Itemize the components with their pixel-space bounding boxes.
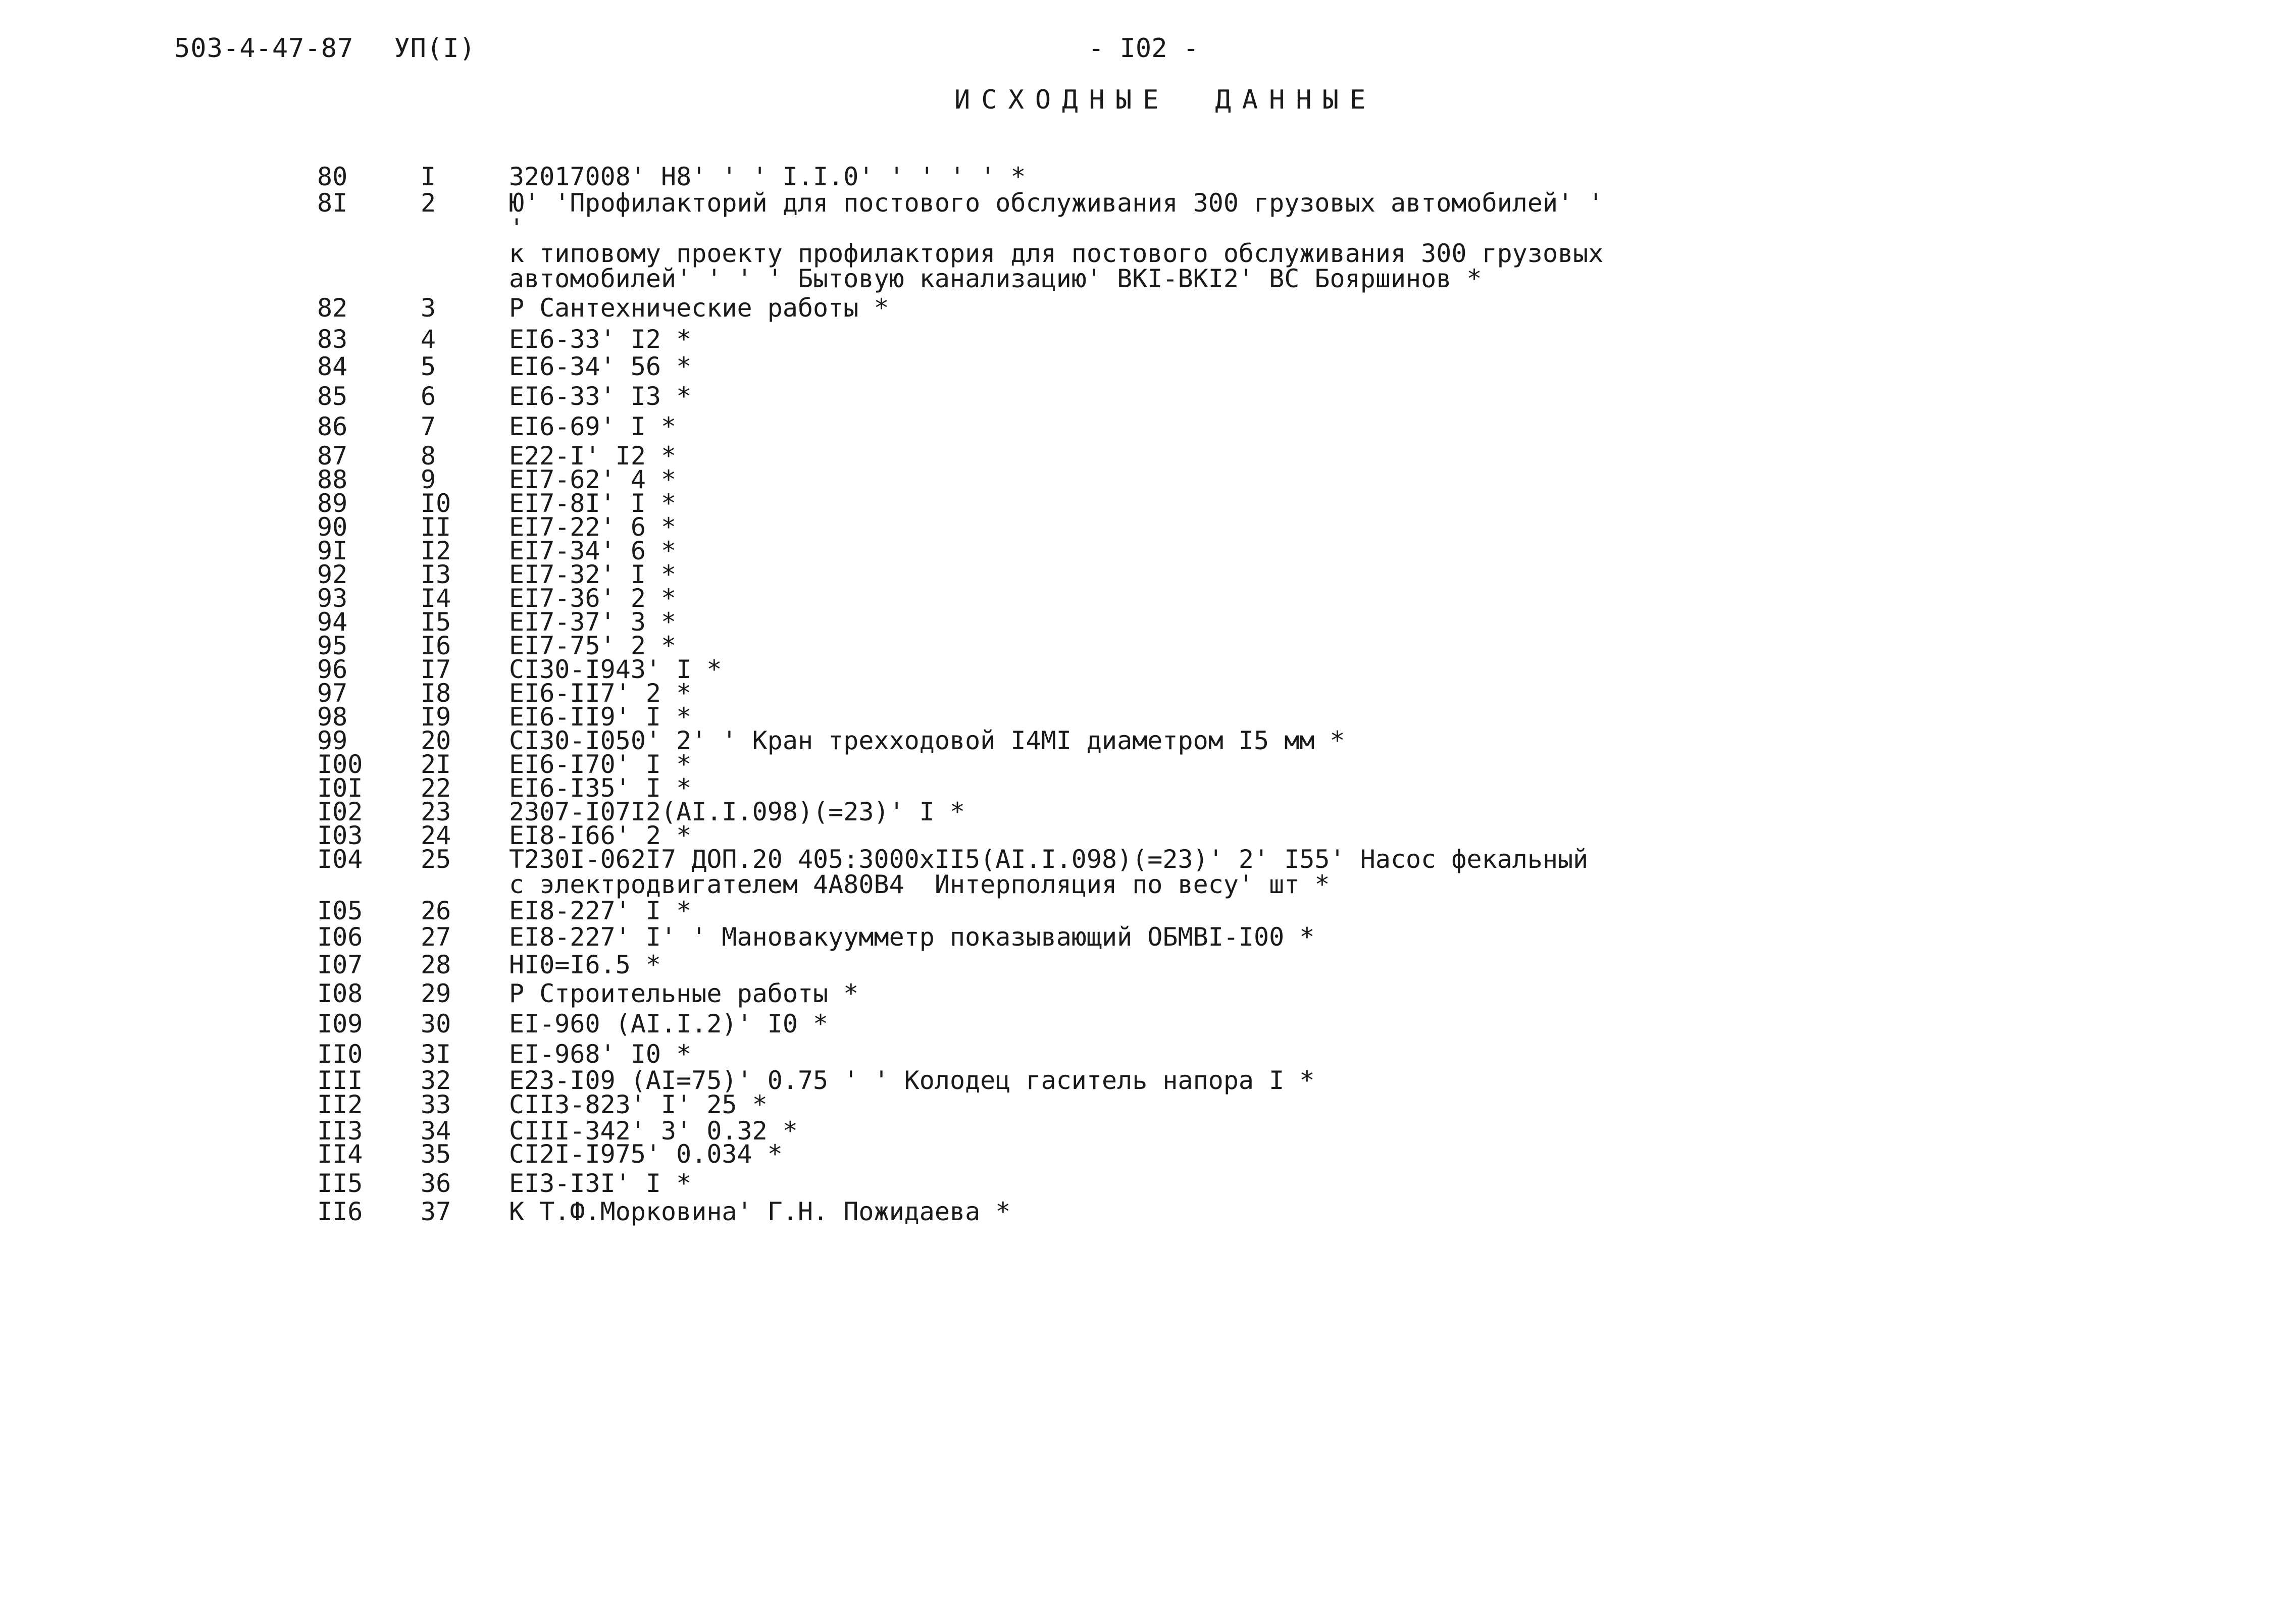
record-text: СI30-I943' I * [509,655,722,684]
record-index: 37 [421,1197,451,1226]
record-index: 6 [421,382,436,411]
record-number: I07 [317,950,363,979]
record-text: ЕI6-II9' I * [509,702,692,732]
record-index: 34 [421,1116,451,1146]
document-code-number: 503-4-47-87 [174,33,354,64]
record-index: 23 [421,797,451,826]
record-text: ЕI-960 (АI.I.2)' I0 * [509,1009,829,1038]
list-item [0,414,2296,439]
record-index: 25 [421,845,451,874]
record-number: 87 [317,441,348,471]
record-text: ЕI6-33' I3 * [509,382,692,411]
record-text: ЕI6-I70' I * [509,750,692,779]
record-text: ЕI7-37' 3 * [509,607,677,637]
list-item [0,295,2296,321]
record-index: 4 [421,325,436,354]
record-number: I05 [317,896,363,925]
record-index: 26 [421,896,451,925]
record-index: I4 [421,584,451,613]
record-number: 80 [317,162,348,191]
record-number: 86 [317,412,348,441]
record-index: I8 [421,679,451,708]
record-text: ЕI6-34' 56 * [509,352,692,381]
data-record-list [0,164,2296,1224]
record-index: 33 [421,1090,451,1119]
record-text: СIII-342' 3' 0.32 * [509,1116,798,1146]
record-text: ЕI8-227' I * [509,896,692,925]
list-item [0,190,2296,291]
list-item [0,1068,2296,1093]
record-text: ЕI6-I35' I * [509,773,692,803]
record-text: СII3-823' I' 25 * [509,1090,768,1119]
record-index: 30 [421,1009,451,1038]
record-index: 3 [421,293,436,323]
record-text: ЕI7-34' 6 * [509,536,677,565]
record-index: 7 [421,412,436,441]
record-index: 32 [421,1066,451,1095]
record-text: НI0=I6.5 * [509,950,661,979]
record-number: 85 [317,382,348,411]
record-text: ЕI7-8I' I * [509,489,677,518]
record-text: ЕI7-32' I * [509,560,677,589]
list-item [0,1141,2296,1167]
record-index: 9 [421,465,436,494]
record-index: I6 [421,631,451,660]
record-text: ЕI-968' I0 * [509,1040,692,1069]
record-text: ЕI7-22' 6 * [509,512,677,542]
record-number: 90 [317,512,348,542]
record-text: Е23-I09 (АI=75)' 0.75 ' ' Колодец гаситель напора I * [509,1066,1315,1095]
list-item [0,1011,2296,1036]
record-text: Т230I-062I7 ДОП.20 405:3000хII5(АI.I.098)(=23)' 2' I55' Насос фекальный с электродвигателем 4А80В4 Интерполяция по весу' шт * [509,845,1589,899]
record-text: Е22-I' I2 * [509,441,677,471]
record-number: I08 [317,979,363,1008]
record-number: 96 [317,655,348,684]
record-number: II0 [317,1040,363,1069]
record-number: 97 [317,679,348,708]
record-index: I9 [421,702,451,732]
record-index: 22 [421,773,451,803]
list-item [0,1199,2296,1224]
record-index: 2 [421,188,436,218]
list-item [0,327,2296,352]
page-title-word-2: ДАННЫЕ [1215,85,1377,115]
record-index: I7 [421,655,451,684]
record-text: ЕI8-I66' 2 * [509,821,692,850]
record-number: 9I [317,536,348,565]
record-index: 5 [421,352,436,381]
record-index: II [421,512,451,542]
record-number: I02 [317,797,363,826]
page-number: - I02 - [1088,33,1199,64]
list-item [0,981,2296,1006]
record-index: 35 [421,1139,451,1169]
record-text: 2307-I07I2(АI.I.098)(=23)' I * [509,797,965,826]
record-text: К Т.Ф.Морковина' Г.Н. Пожидаева * [509,1197,1011,1226]
record-number: I00 [317,750,363,779]
record-number: II3 [317,1116,363,1146]
record-number: 92 [317,560,348,589]
record-index: 24 [421,821,451,850]
record-text: СI30-I050' 2' ' Кран трехходовой I4МI диаметром I5 мм * [509,726,1345,755]
record-number: II6 [317,1197,363,1226]
record-number: 83 [317,325,348,354]
record-text: Р Сантехнические работы * [509,293,889,323]
record-text: 32017008' Н8' ' ' I.I.0' ' ' ' ' * [509,162,1026,191]
record-index: I3 [421,560,451,589]
list-item [0,1092,2296,1117]
record-number: 98 [317,702,348,732]
record-number: 82 [317,293,348,323]
record-text: Ю' 'Профилакторий для постового обслуживания 300 грузовых автомобилей' ' ' к типовому проекту профилактория для постового обслуживания 300 грузовых автомобилей' ' ' ' Бытовую канализацию' ВКI-ВКI2' ВС Бояршинов * [509,188,1604,293]
record-index: 3I [421,1040,451,1069]
record-index: 28 [421,950,451,979]
record-index: I [421,162,436,191]
record-text: ЕI6-33' I2 * [509,325,692,354]
record-number: II4 [317,1139,363,1169]
record-index: I2 [421,536,451,565]
record-number: I04 [317,845,363,874]
record-number: I03 [317,821,363,850]
record-text: ЕI7-62' 4 * [509,465,677,494]
record-number: I06 [317,922,363,952]
record-index: 27 [421,922,451,952]
list-item [0,924,2296,950]
document-code [174,33,476,64]
record-number: I0I [317,773,363,803]
record-index: 2I [421,750,451,779]
list-item [0,384,2296,409]
record-text: ЕI7-36' 2 * [509,584,677,613]
record-number: I09 [317,1009,363,1038]
record-number: 93 [317,584,348,613]
record-index: 36 [421,1169,451,1198]
record-index: 8 [421,441,436,471]
record-text: СI2I-I975' 0.034 * [509,1139,783,1169]
record-number: II2 [317,1090,363,1119]
list-item [0,354,2296,379]
document-code-part: УП(I) [394,33,476,64]
record-text: ЕI6-69' I * [509,412,677,441]
list-item [0,1171,2296,1196]
record-number: 84 [317,352,348,381]
record-index: 20 [421,726,451,755]
record-text: ЕI7-75' 2 * [509,631,677,660]
list-item [0,898,2296,923]
record-number: 88 [317,465,348,494]
record-text: Р Строительные работы * [509,979,859,1008]
record-text: ЕI6-II7' 2 * [509,679,692,708]
record-text: ЕI8-227' I' ' Мановакуумметр показывающий ОБМВI-I00 * [509,922,1315,952]
page-title [954,85,1376,115]
record-index: I0 [421,489,451,518]
list-item [0,164,2296,189]
list-item [0,1042,2296,1067]
record-index: I5 [421,607,451,637]
list-item [0,847,2296,897]
record-number: III [317,1066,363,1095]
list-item [0,952,2296,977]
record-index: 29 [421,979,451,1008]
record-number: 89 [317,489,348,518]
page-title-word-1: ИСХОДНЫЕ [954,85,1170,115]
record-number: 8I [317,188,348,218]
record-text: ЕI3-I3I' I * [509,1169,692,1198]
record-number: 99 [317,726,348,755]
record-number: 94 [317,607,348,637]
record-number: II5 [317,1169,363,1198]
record-number: 95 [317,631,348,660]
